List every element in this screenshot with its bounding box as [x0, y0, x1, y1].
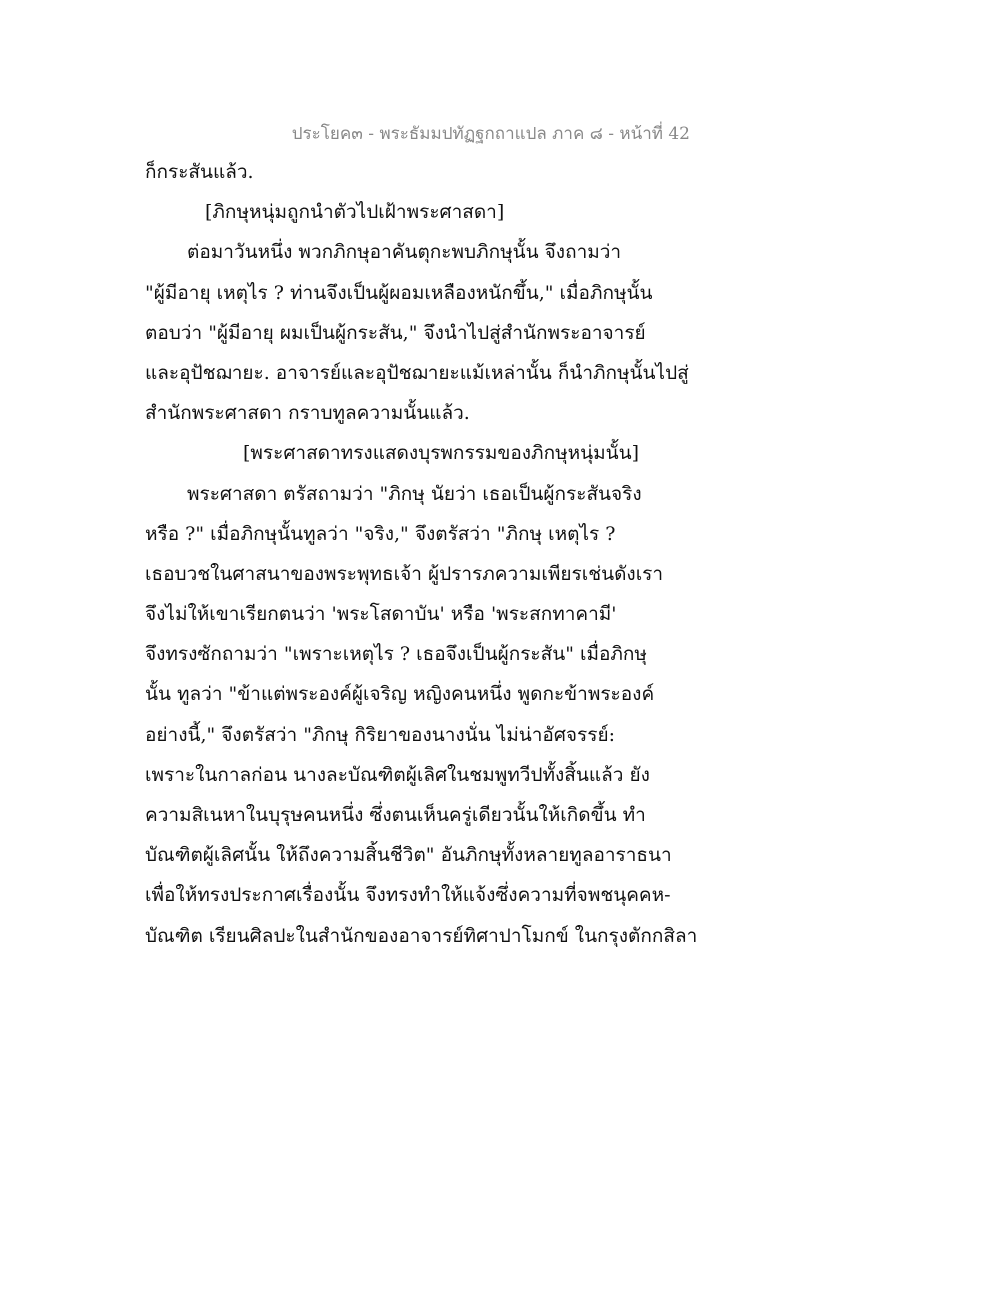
- text-line: อย่างนี้," จึงตรัสว่า "ภิกษุ กิริยาของนางนั่น ไม่น่าอัศจรรย์:: [145, 723, 615, 746]
- text-line: บัณฑิต เรียนศิลปะในสำนักของอาจารย์ทิศาปาโมกข์ ในกรุงตักกสิลา: [145, 924, 698, 947]
- text-line: ตอบว่า "ผู้มีอายุ ผมเป็นผู้กระสัน," จึงนำไปสู่สำนักพระอาจารย์: [145, 321, 646, 344]
- text-line: บัณฑิตผู้เลิศนั้น ให้ถึงความสิ้นชีวิต" อันภิกษุทั้งหลายทูลอาราธนา: [145, 844, 672, 867]
- page-header: ประโยค๓ - พระธัมมปทัฏฐกถาแปล ภาค ๘ - หน้าที่ 42: [291, 124, 690, 144]
- document-body: [145, 152, 705, 956]
- text-line: เพื่อให้ทรงประกาศเรื่องนั้น จึงทรงทำให้แจ้งซึ่งความที่จพชนุคคห-: [145, 884, 671, 907]
- paragraph-start: พระศาสดา ตรัสถามว่า "ภิกษุ นัยว่า เธอเป็นผู้กระสันจริง: [187, 482, 642, 505]
- text-line: เธอบวชในศาสนาของพระพุทธเจ้า ผู้ปรารภความเพียรเช่นดังเรา: [145, 562, 664, 585]
- paragraph-start: ต่อมาวันหนึ่ง พวกภิกษุอาคันตุกะพบภิกษุนั้น จึงถามว่า: [187, 241, 622, 264]
- text-line: "ผู้มีอายุ เหตุไร ? ท่านจึงเป็นผู้ผอมเหลืองหนักขึ้น," เมื่อภิกษุนั้น: [145, 281, 653, 304]
- section-heading: [ภิกษุหนุ่มถูกนำตัวไปเฝ้าพระศาสดา]: [205, 201, 505, 224]
- text-line: สำนักพระศาสดา กราบทูลความนั้นแล้ว.: [145, 402, 470, 425]
- text-line: ก็กระสันแล้ว.: [145, 161, 254, 183]
- section-heading: [พระศาสดาทรงแสดงบุรพกรรมของภิกษุหนุ่มนั้น]: [243, 442, 640, 465]
- text-line: และอุปัชฌายะ. อาจารย์และอุปัชฌายะแม้เหล่านั้น ก็นำภิกษุนั้นไปสู่: [145, 361, 689, 384]
- text-line: ความสิเนหาในบุรุษคนหนึ่ง ซึ่งตนเห็นครู่เดียวนั้นให้เกิดขึ้น ทำ: [145, 804, 646, 826]
- text-line: นั้น ทูลว่า "ข้าแต่พระองค์ผู้เจริญ หญิงคนหนึ่ง พูดกะข้าพระองค์: [145, 683, 655, 706]
- text-line: จึงไม่ให้เขาเรียกตนว่า 'พระโสดาบัน' หรือ 'พระสกทาคามี': [145, 603, 617, 626]
- text-line: หรือ ?" เมื่อภิกษุนั้นทูลว่า "จริง," จึงตรัสว่า "ภิกษุ เหตุไร ?: [145, 522, 616, 545]
- text-line: จึงทรงซักถามว่า "เพราะเหตุไร ? เธอจึงเป็นผู้กระสัน" เมื่อภิกษุ: [145, 643, 647, 666]
- text-line: เพราะในกาลก่อน นางละบัณฑิตผู้เลิศในชมพูทวีปทั้งสิ้นแล้ว ยัง: [145, 763, 650, 786]
